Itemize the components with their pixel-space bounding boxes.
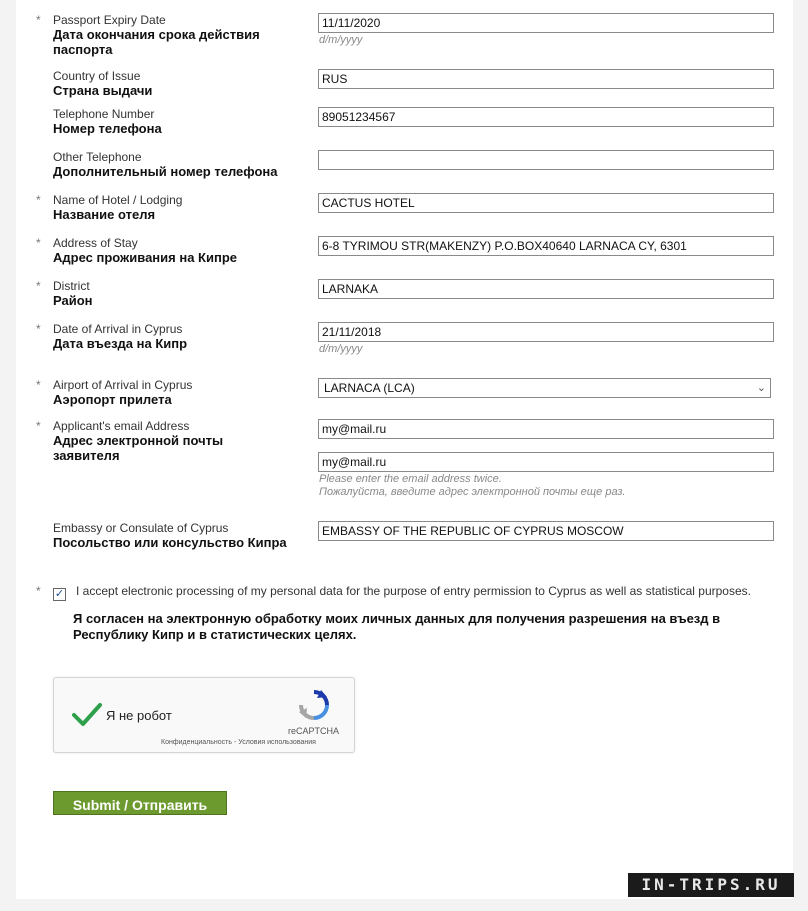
watermark: IN-TRIPS.RU — [628, 873, 794, 897]
arrival-date-label-ru: Дата въезда на Кипр — [53, 336, 188, 351]
required-mark: * — [36, 419, 41, 433]
passport-expiry-label-en: Passport Expiry Date — [53, 13, 166, 27]
country-of-issue-label-ru: Страна выдачи — [53, 83, 153, 98]
arrival-date-input[interactable]: 21/11/2018 — [318, 322, 774, 342]
other-telephone-label-en: Other Telephone — [53, 150, 142, 164]
passport-expiry-input[interactable]: 11/11/2020 — [318, 13, 774, 33]
address-label-ru: Адрес проживания на Кипре — [53, 250, 237, 265]
email-hint-ru: Пожалуйста, введите адрес электронной почты еще раз. — [319, 486, 626, 498]
required-mark: * — [36, 378, 41, 392]
passport-expiry-hint: d/m/yyyy — [319, 34, 363, 46]
passport-expiry-label-ru: Дата окончания срока действия паспорта — [53, 27, 260, 57]
required-mark: * — [36, 193, 41, 207]
submit-button[interactable]: Submit / Отправить — [53, 791, 227, 815]
hotel-input[interactable]: CACTUS HOTEL — [318, 193, 774, 213]
other-telephone-input[interactable] — [318, 150, 774, 170]
arrival-airport-selected: LARNACA (LCA) — [324, 381, 415, 395]
required-mark: * — [36, 236, 41, 250]
required-mark: * — [36, 13, 41, 27]
captcha-brand: reCAPTCHA — [288, 726, 340, 736]
required-mark: * — [36, 584, 41, 598]
arrival-airport-label-ru: Аэропорт прилета — [53, 392, 172, 407]
arrival-date-hint: d/m/yyyy — [319, 343, 363, 355]
recaptcha-logo-icon — [297, 688, 331, 722]
country-of-issue-input[interactable]: RUS — [318, 69, 774, 89]
country-of-issue-label-en: Country of Issue — [53, 69, 141, 83]
consent-checkbox[interactable] — [53, 588, 66, 601]
recaptcha-widget — [53, 677, 355, 753]
application-form — [16, 0, 793, 899]
district-label-en: District — [53, 279, 90, 293]
chevron-down-icon: ⌄ — [756, 382, 766, 394]
embassy-input[interactable]: EMBASSY OF THE REPUBLIC OF CYPRUS MOSCOW — [318, 521, 774, 541]
telephone-label-ru: Номер телефона — [53, 121, 162, 136]
email-input[interactable]: my@mail.ru — [318, 419, 774, 439]
captcha-label: Я не робот — [106, 708, 172, 723]
hotel-label-ru: Название отеля — [53, 207, 156, 222]
required-mark: * — [36, 322, 41, 336]
checkmark-icon: ✓ — [54, 588, 65, 600]
email-label-en: Applicant's email Address — [53, 419, 190, 433]
address-input[interactable]: 6-8 TYRIMOU STR(MAKENZY) P.O.BOX40640 LARNACA CY, 6301 — [318, 236, 774, 256]
email-label-ru: Адрес электронной почты заявителя — [53, 433, 224, 463]
required-mark: * — [36, 279, 41, 293]
embassy-label-ru: Посольство или консульство Кипра — [53, 535, 287, 550]
district-label-ru: Район — [53, 293, 93, 308]
consent-text-en: I accept electronic processing of my personal data for the purpose of entry permission to Cyprus as well as statistical purposes. — [76, 584, 751, 598]
email-hint-en: Please enter the email address twice. — [319, 473, 502, 485]
other-telephone-label-ru: Дополнительный номер телефона — [53, 164, 278, 179]
captcha-links[interactable]: Конфиденциальность - Условия использования — [161, 739, 316, 746]
telephone-input[interactable]: 89051234567 — [318, 107, 774, 127]
captcha-checkmark-icon[interactable] — [70, 698, 104, 732]
district-input[interactable]: LARNAKA — [318, 279, 774, 299]
hotel-label-en: Name of Hotel / Lodging — [53, 193, 183, 207]
arrival-date-label-en: Date of Arrival in Cyprus — [53, 322, 183, 336]
arrival-airport-select[interactable] — [318, 378, 771, 398]
address-label-en: Address of Stay — [53, 236, 138, 250]
telephone-label-en: Telephone Number — [53, 107, 155, 121]
arrival-airport-label-en: Airport of Arrival in Cyprus — [53, 378, 193, 392]
embassy-label-en: Embassy or Consulate of Cyprus — [53, 521, 229, 535]
email-confirm-input[interactable]: my@mail.ru — [318, 452, 774, 472]
consent-text-ru: Я согласен на электронную обработку моих личных данных для получения разрешения на въезд в Республику Кипр и в статистических целях. — [73, 611, 721, 642]
